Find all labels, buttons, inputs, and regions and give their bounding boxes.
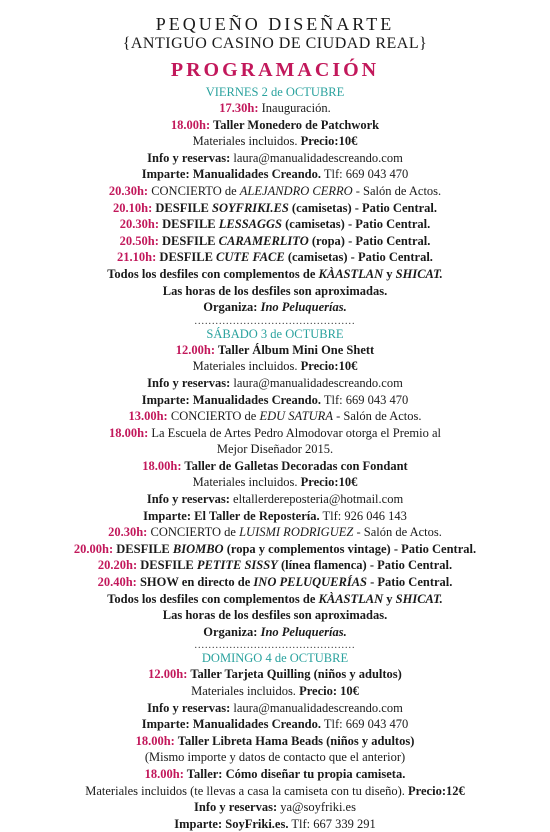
event-text: Taller Monedero de Patchwork [210, 117, 380, 132]
teacher: Imparte: Manualidades Creando. [141, 167, 321, 182]
sunday-event-2 [0, 733, 550, 750]
friday-organizer [0, 299, 550, 316]
saturday-heading: SÁBADO 3 de OCTUBRE [206, 326, 344, 341]
saturday-event-6 [0, 541, 550, 558]
brand: BIOMBO [172, 541, 224, 556]
saturday-event-8 [0, 574, 550, 591]
time: 18.00h: [109, 425, 149, 440]
time: 21.10h: [117, 250, 157, 265]
friday-event-7 [0, 249, 550, 266]
info-label: Info y reservas: [147, 700, 234, 715]
separator: .............................................. [194, 640, 356, 652]
friday-note-times: Las horas de los desfiles son aproximadas. [162, 283, 388, 298]
event-text: CONCIERTO de [167, 409, 260, 424]
brand: CARAMERLITO [218, 233, 309, 248]
info-label: Info y reservas: [147, 375, 234, 390]
price: Precio:10€ [300, 359, 358, 374]
saturday-event-1-info [0, 375, 550, 392]
materials-text: Materiales incluidos. [191, 684, 300, 698]
phone: Tlf: 926 046 143 [319, 508, 407, 523]
time: 20.10h: [113, 200, 153, 215]
brand: CUTE FACE [216, 250, 285, 265]
sunday-event-1 [0, 666, 550, 683]
saturday-event-1 [0, 342, 550, 359]
brand: LESSAGGS [218, 217, 282, 232]
materials-text: Materiales incluidos. [192, 134, 301, 149]
location: (ropa y complementos vintage) - Patio Central. [223, 541, 477, 556]
saturday-event-5 [0, 524, 550, 541]
price: Precio:10€ [300, 475, 358, 490]
time: 20.50h: [119, 233, 159, 248]
materials-text: Materiales incluidos. [192, 475, 301, 490]
event-name: PEQUEÑO DISEÑARTE [155, 14, 395, 34]
saturday-event-4 [0, 458, 550, 475]
saturday-event-1-teacher [0, 392, 550, 409]
programme-title: PROGRAMACIÓN [170, 59, 380, 81]
saturday-event-4-info [0, 491, 550, 508]
artist: LUISMI RODRIGUEZ [239, 525, 354, 540]
note-text: y [383, 591, 396, 606]
event-text: CONCIERTO de [148, 183, 240, 198]
time: 12.00h: [175, 342, 216, 357]
saturday-note-accessories [0, 591, 550, 608]
event-text: DESFILE [158, 233, 219, 248]
time: 18.00h: [135, 733, 175, 748]
phone: Tlf: 669 043 470 [321, 167, 409, 182]
location: (línea flamenca) - Patio Central. [277, 558, 453, 573]
sunday-heading: DOMINGO 4 de OCTUBRE [201, 651, 349, 666]
email: laura@manualidadescreando.com [233, 150, 403, 165]
time: 18.00h: [144, 766, 184, 781]
saturday-event-4-materials [0, 474, 550, 491]
time: 20.30h: [108, 183, 149, 198]
price: Precio: 10€ [299, 684, 359, 698]
artist: EDU SATURA [259, 409, 333, 424]
location: - Salón de Actos. [353, 525, 442, 540]
info-label: Info y reservas: [146, 492, 234, 507]
event-text: Inauguración. [258, 101, 331, 115]
time: 12.00h: [148, 667, 188, 682]
event-text: Taller Álbum Mini One Shett [215, 342, 375, 357]
brand: INO PELUQUERÍAS [253, 575, 367, 590]
location: - Salón de Actos. [352, 183, 442, 198]
sunday-event-2-note: (Mismo importe y datos de contacto que el anterior) [144, 750, 406, 765]
materials-text: Materiales incluidos (te llevas a casa la camiseta con tu diseño). [85, 783, 409, 798]
friday-note-accessories [0, 266, 550, 283]
friday-event-2-materials [0, 133, 550, 150]
brand: KÀASTLAN [318, 266, 384, 281]
venue: {ANTIGUO CASINO DE CIUDAD REAL} [122, 35, 428, 52]
time: 17.30h: [219, 101, 259, 115]
email: laura@manualidadescreando.com [233, 375, 403, 390]
organizer: Ino Peluquerías. [260, 624, 347, 639]
location: (camisetas) - Patio Central. [284, 250, 433, 265]
brand: KÀASTLAN [318, 591, 384, 606]
location: (camisetas) - Patio Central. [282, 217, 431, 232]
note-text: Todos los desfiles con complementos de [107, 591, 319, 606]
price: Precio:12€ [408, 783, 465, 798]
email: laura@manualidadescreando.com [233, 700, 403, 715]
event-text: DESFILE [159, 217, 219, 232]
event-text: SHOW en directo de [136, 575, 254, 590]
brand: SOYFRIKI.ES [212, 200, 289, 215]
phone: Tlf: 669 043 470 [321, 717, 409, 732]
friday-event-2 [0, 117, 550, 134]
sunday-event-1-info [0, 700, 550, 717]
saturday-event-1-materials [0, 358, 550, 375]
friday-event-2-info [0, 150, 550, 167]
time: 18.00h: [142, 458, 182, 473]
note-text: y [383, 266, 396, 281]
event-text: DESFILE [152, 200, 212, 215]
friday-event-6 [0, 233, 550, 250]
teacher: Imparte: Manualidades Creando. [141, 392, 321, 407]
teacher: Imparte: Manualidades Creando. [141, 717, 321, 732]
event-text: CONCIERTO de [147, 525, 240, 540]
note-text: Todos los desfiles con complementos de [107, 266, 319, 281]
friday-event-1 [0, 100, 550, 117]
saturday-event-3-cont: Mejor Diseñador 2015. [216, 442, 334, 457]
time: 20.00h: [73, 541, 114, 556]
price: Precio:10€ [300, 134, 358, 149]
organizer-label: Organiza: [203, 624, 261, 639]
separator: .............................................. [194, 315, 356, 327]
event-text: DESFILE [156, 250, 217, 265]
sunday-event-3-materials [0, 783, 550, 800]
teacher: Imparte: SoyFriki.es. [174, 816, 289, 831]
friday-event-3 [0, 183, 550, 200]
time: 13.00h: [128, 409, 168, 424]
event-text: Taller Tarjeta Quilling (niños y adultos) [187, 667, 402, 682]
friday-event-4 [0, 200, 550, 217]
info-label: Info y reservas: [147, 150, 234, 165]
email: eltallerdereposteria@hotmail.com [233, 492, 404, 507]
time: 18.00h: [170, 117, 211, 132]
friday-event-5 [0, 216, 550, 233]
sunday-event-3 [0, 766, 550, 783]
info-label: Info y reservas: [194, 800, 281, 815]
saturday-organizer [0, 624, 550, 641]
saturday-event-3 [0, 425, 550, 442]
brand: SHICAT. [395, 266, 443, 281]
location: (ropa) - Patio Central. [308, 233, 431, 248]
saturday-event-2 [0, 408, 550, 425]
friday-event-2-teacher [0, 166, 550, 183]
saturday-event-7 [0, 557, 550, 574]
location: - Salón de Actos. [332, 409, 422, 424]
phone: Tlf: 667 339 291 [288, 816, 376, 831]
sunday-event-1-teacher [0, 716, 550, 733]
sunday-event-3-info [0, 799, 550, 816]
friday-heading: VIERNES 2 de OCTUBRE [205, 85, 345, 99]
sunday-event-3-teacher [0, 816, 550, 832]
materials-text: Materiales incluidos. [192, 359, 301, 374]
artist: ALEJANDRO CERRO [239, 183, 353, 198]
time: 20.30h: [108, 525, 148, 540]
location: (camisetas) - Patio Central. [288, 200, 437, 215]
time: 20.30h: [119, 217, 160, 232]
phone: Tlf: 669 043 470 [321, 392, 409, 407]
teacher: Imparte: El Taller de Repostería. [143, 508, 320, 523]
time: 20.20h: [97, 558, 138, 573]
location: - Patio Central. [366, 575, 453, 590]
email: ya@soyfriki.es [280, 800, 356, 815]
sunday-event-1-materials [0, 683, 550, 700]
brand: SHICAT. [395, 591, 443, 606]
event-text: Taller de Galletas Decoradas con Fondant [181, 458, 408, 473]
event-text: Taller: Cómo diseñar tu propia camiseta. [183, 766, 406, 781]
event-text: La Escuela de Artes Pedro Almodovar otorga el Premio al [148, 425, 441, 440]
organizer-label: Organiza: [203, 300, 261, 315]
event-text: Taller Libreta Hama Beads (niños y adultos) [174, 733, 415, 748]
event-text: DESFILE [137, 558, 197, 573]
saturday-event-4-teacher [0, 508, 550, 525]
organizer: Ino Peluquerías. [260, 300, 347, 315]
brand: PETITE SISSY [196, 558, 278, 573]
time: 20.40h: [97, 575, 137, 590]
saturday-note-times: Las horas de los desfiles son aproximadas. [162, 608, 388, 623]
event-text: DESFILE [113, 541, 173, 556]
